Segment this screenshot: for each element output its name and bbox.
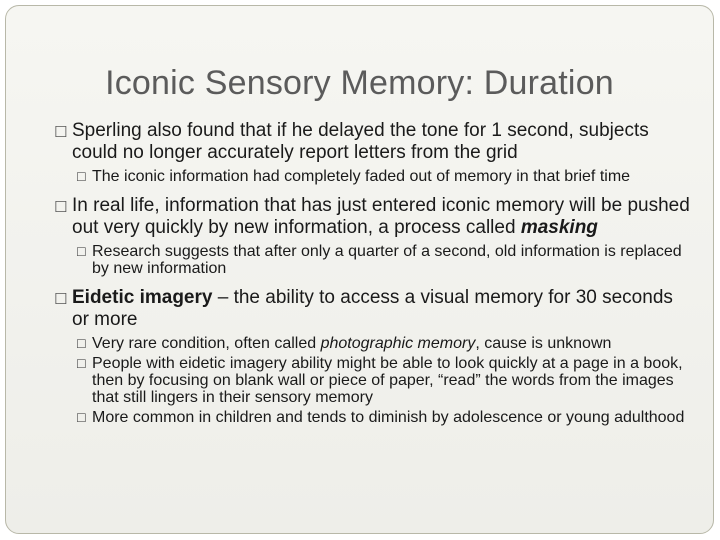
checkbox-bullet-icon: ☐ (76, 170, 87, 184)
bullet-text: In real life, information that has just entered iconic memory will be pushed out very quickly by new information, a process called (72, 195, 690, 238)
checkbox-bullet-icon: ☐ (76, 245, 87, 259)
bullet-sperling-delay (6, 120, 714, 164)
sub-bullet-text: The iconic information had completely faded out of memory in that brief time (92, 168, 631, 185)
sub-bullet-text: Research suggests that after only a quarter of a second, old information is replaced by new information (92, 243, 682, 277)
sub-bullet-rare-condition (6, 335, 714, 352)
sub-bullet-read-words (6, 355, 714, 406)
slide-content (6, 120, 714, 426)
checkbox-bullet-icon: ☐ (54, 123, 68, 141)
sub-bullet-text: More common in children and tends to diminish by adolescence or young adulthood (92, 409, 685, 426)
checkbox-bullet-icon: ☐ (76, 411, 87, 425)
checkbox-bullet-icon: ☐ (54, 290, 68, 308)
checkbox-bullet-icon: ☐ (76, 357, 87, 371)
sub-bullet-text: People with eidetic imagery ability might be able to look quickly at a page in a book, then by focusing on blank wall or piece of paper, “read” the words from the images that still lingers in their sensory memory (92, 355, 683, 406)
bullet-eidetic-imagery (6, 287, 714, 331)
sub-bullet-text: Very rare condition, often called (92, 335, 321, 352)
term-eidetic-imagery: Eidetic imagery (72, 287, 213, 308)
term-photographic-memory: photographic memory (320, 335, 476, 352)
checkbox-bullet-icon: ☐ (76, 337, 87, 351)
sub-bullet-text-end: , cause is unknown (475, 335, 612, 352)
bullet-text: Sperling also found that if he delayed the tone for 1 second, subjects could no longer accurately report letters from the grid (72, 120, 649, 163)
sub-bullet-faded (6, 168, 714, 185)
bullet-text: – the ability to access a visual memory for 30 seconds or more (72, 287, 673, 330)
sub-bullet-children (6, 409, 714, 426)
checkbox-bullet-icon: ☐ (54, 198, 68, 216)
sub-bullet-quarter-second (6, 243, 714, 277)
bullet-masking (6, 195, 714, 239)
slide (5, 5, 714, 534)
slide-title: Iconic Sensory Memory: Duration (105, 64, 614, 102)
term-masking: masking (520, 217, 598, 238)
